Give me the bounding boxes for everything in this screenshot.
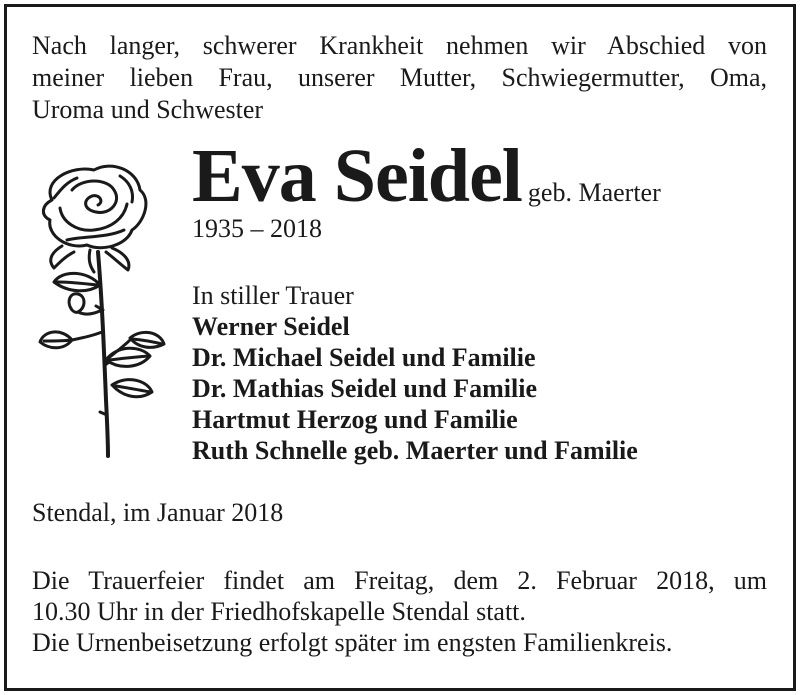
intro-line-2: meiner lieben Frau, unserer Mutter, Schwiegermutter, Oma, (32, 63, 767, 92)
place-date: Stendal, im Januar 2018 (32, 498, 284, 527)
service-line-1: Die Trauerfeier findet am Freitag, dem 2. Februar 2018, um (32, 566, 767, 595)
maiden-name: geb. Maerter (527, 178, 661, 207)
mourner-name: Dr. Mathias Seidel und Familie (192, 374, 538, 403)
intro-line-1: Nach langer, schwerer Krankheit nehmen wir Abschied von (32, 31, 767, 60)
mourner-name: Werner Seidel (192, 312, 350, 341)
rose-icon (32, 160, 172, 460)
service-line-3: Die Urnenbeisetzung erfolgt später im engsten Familienkreis. (32, 628, 673, 657)
deceased-name: Eva Seidel (192, 134, 522, 218)
funeral-service-text (32, 565, 767, 658)
service-line-2: 10.30 Uhr in der Friedhofskapelle Stendal statt. (32, 597, 526, 626)
mourner-name: Dr. Michael Seidel und Familie (192, 343, 536, 372)
mourners-heading: In stiller Trauer (192, 281, 354, 310)
mourner-name: Ruth Schnelle geb. Maerter und Familie (192, 436, 638, 465)
intro-line-3: Uroma und Schwester (32, 95, 264, 124)
mourner-name: Hartmut Herzog und Familie (192, 405, 518, 434)
life-years: 1935 – 2018 (192, 214, 322, 243)
intro-text (32, 30, 767, 126)
mourners-list (192, 280, 638, 466)
deceased-name-block (192, 134, 661, 218)
